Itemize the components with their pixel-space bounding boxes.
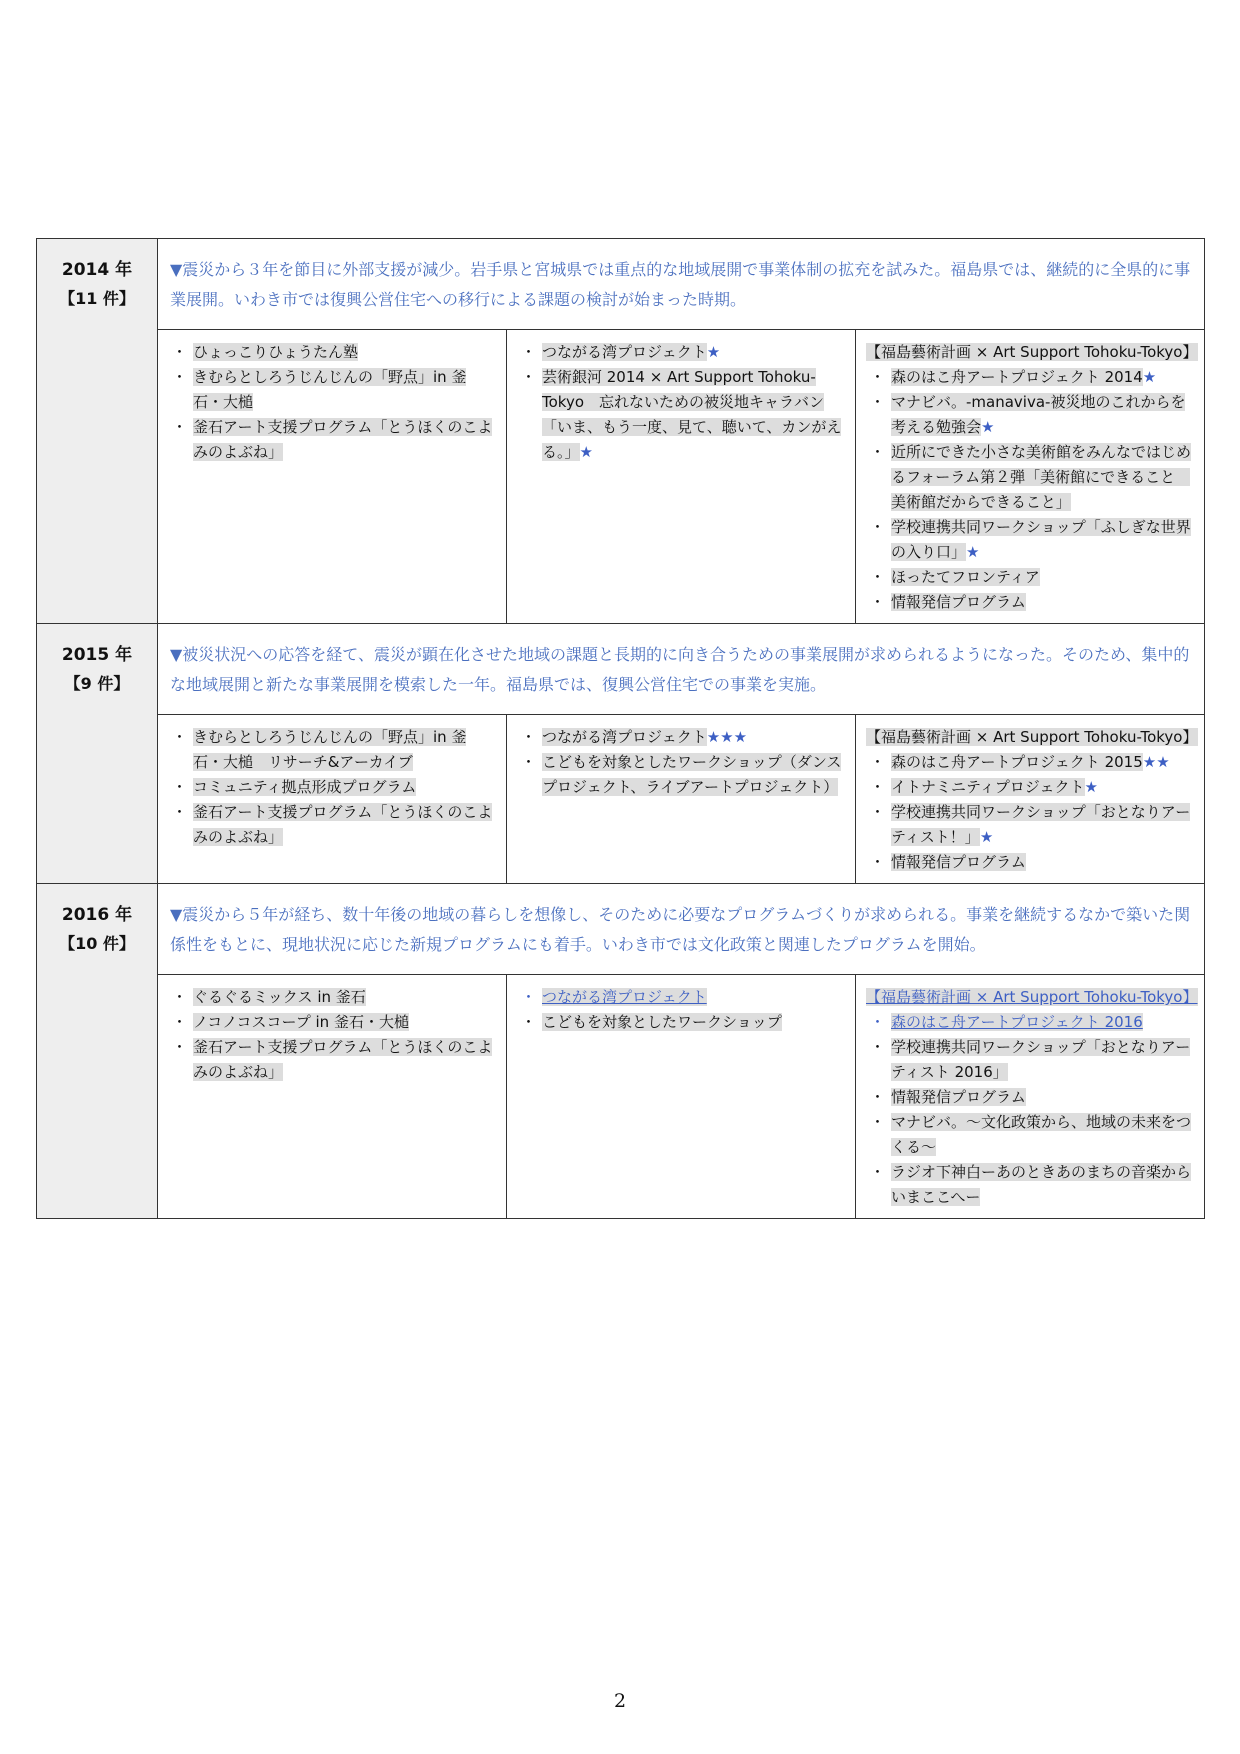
project-column-2 xyxy=(507,715,856,884)
project-column-1 xyxy=(158,330,507,624)
item-text: ぐるぐるミックス in 釜石 xyxy=(193,988,366,1006)
list-item xyxy=(866,850,1194,875)
list-item xyxy=(168,725,496,775)
list-item xyxy=(866,565,1194,590)
project-column-3 xyxy=(856,715,1205,884)
item-list xyxy=(517,985,845,1035)
item-text: つながる湾プロジェクト xyxy=(542,728,707,746)
year-count: 【11 件】 xyxy=(59,289,135,308)
year-summary-row xyxy=(37,624,1205,715)
project-column-1 xyxy=(158,975,507,1219)
item-text: ほったてフロンティア xyxy=(891,568,1040,586)
group-heading[interactable] xyxy=(866,985,1198,1010)
item-text: ひょっこりひょうたん塾 xyxy=(193,343,359,361)
summary-cell xyxy=(158,239,1205,330)
summary-text: ▼被災状況への応答を経て、震災が顕在化させた地域の課題と長期的に向き合うための事業展開が求められるようになった。そのため、集中的な地域展開と新たな事業展開を模索した一年。福島県では、復興公営住宅での事業を実施。 xyxy=(170,645,1190,694)
item-text: 釜石アート支援プログラム「とうほくのこよみのよぶね」 xyxy=(193,1038,493,1081)
item-list xyxy=(168,725,496,850)
year-projects-row xyxy=(37,330,1205,624)
list-item xyxy=(866,440,1194,515)
item-text: ノコノコスコープ in 釜石・大槌 xyxy=(193,1013,409,1031)
list-item[interactable] xyxy=(517,985,845,1010)
item-text: 学校連携共同ワークショップ「おとなりアーティスト！」 xyxy=(891,803,1191,846)
year-cell xyxy=(37,884,158,1219)
list-item xyxy=(517,365,845,465)
item-text: 学校連携共同ワークショップ「おとなりアーティスト 2016」 xyxy=(891,1038,1191,1081)
star-icon: ★ xyxy=(579,443,593,461)
project-column-2 xyxy=(507,330,856,624)
list-item xyxy=(517,725,845,750)
summary-cell xyxy=(158,624,1205,715)
year-projects-row xyxy=(37,715,1205,884)
summary-cell xyxy=(158,884,1205,975)
item-text: 芸術銀河 2014 × Art Support Tohoku-Tokyo 忘れないための被災地キャラバン「いま、もう一度、見て、聴いて、カンがえる。」 xyxy=(542,368,842,461)
star-icon: ★ xyxy=(1084,778,1098,796)
year-title: 2015 年 xyxy=(61,645,133,665)
star-icon: ★★★ xyxy=(706,728,748,746)
star-icon: ★ xyxy=(979,828,994,846)
group-heading xyxy=(866,340,1198,365)
item-list xyxy=(866,340,1198,615)
item-text: 釜石アート支援プログラム「とうほくのこよみのよぶね」 xyxy=(193,803,493,846)
list-item xyxy=(517,340,845,365)
item-list xyxy=(168,340,496,465)
list-item xyxy=(866,800,1194,850)
year-cell xyxy=(37,624,158,884)
list-item xyxy=(168,1035,496,1085)
item-text: 釜石アート支援プログラム「とうほくのこよみのよぶね」 xyxy=(193,418,493,461)
item-text: きむらとしろうじんじんの「野点」in 釜石・大槌 xyxy=(193,368,467,411)
chronology-table xyxy=(36,238,1205,1219)
year-summary-row xyxy=(37,239,1205,330)
item-text: 森のはこ舟アートプロジェクト 2015 xyxy=(891,753,1143,771)
summary-text: ▼震災から３年を節目に外部支援が減少。岩手県と宮城県では重点的な地域展開で事業体制の拡充を試みた。福島県では、継続的に全県的に事業展開。いわき市では復興公営住宅への移行による課題の検討が始まった時期。 xyxy=(170,260,1191,309)
item-list xyxy=(866,985,1198,1210)
item-text: マナビバ。〜文化政策から、地域の未来をつくる〜 xyxy=(891,1113,1192,1156)
list-item xyxy=(866,365,1194,390)
summary-text: ▼震災から５年が経ち、数十年後の地域の暮らしを想像し、そのために必要なプログラムづくりが求められる。事業を継続するなかで築いた関係性をもとに、現地状況に応じた新規プログラムにも着手。いわき市では文化政策と関連したプログラムを開始。 xyxy=(170,905,1191,954)
year-cell xyxy=(37,239,158,624)
year-summary-row xyxy=(37,884,1205,975)
list-item xyxy=(866,750,1194,775)
item-text: 近所にできた小さな美術館をみんなではじめるフォーラム第２弾「美術館にできること 美術館だからできること」 xyxy=(891,443,1192,511)
item-text: こどもを対象としたワークショップ xyxy=(542,1013,782,1031)
group-heading-text: 【福島藝術計画 × Art Support Tohoku-Tokyo】 xyxy=(866,343,1198,361)
list-item xyxy=(168,775,496,800)
item-text: 学校連携共同ワークショップ「ふしぎな世界の入り口」 xyxy=(891,518,1191,561)
item-list xyxy=(517,340,845,465)
item-text: イトナミニティプロジェクト xyxy=(891,778,1085,796)
list-item xyxy=(866,515,1194,565)
item-list xyxy=(168,985,496,1085)
list-item xyxy=(168,800,496,850)
list-item xyxy=(517,750,845,800)
group-heading xyxy=(866,725,1198,750)
item-text: マナビバ。-manaviva-被災地のこれからを考える勉強会 xyxy=(891,393,1186,436)
list-item xyxy=(168,340,496,365)
list-item xyxy=(866,1110,1194,1160)
list-item xyxy=(168,415,496,465)
item-list xyxy=(866,725,1198,875)
list-item xyxy=(517,1010,845,1035)
list-item[interactable] xyxy=(866,1010,1194,1035)
star-icon: ★ xyxy=(706,343,721,361)
star-icon: ★ xyxy=(1142,368,1157,386)
list-item xyxy=(168,365,496,415)
year-projects-row xyxy=(37,975,1205,1219)
star-icon: ★★ xyxy=(1142,753,1170,771)
item-link[interactable]: 森のはこ舟アートプロジェクト 2016 xyxy=(891,1013,1143,1031)
item-text: 情報発信プログラム xyxy=(891,1088,1026,1106)
year-count: 【9 件】 xyxy=(64,674,130,693)
year-title: 2014 年 xyxy=(61,260,133,280)
item-text: つながる湾プロジェクト xyxy=(542,343,707,361)
group-heading-text: 【福島藝術計画 × Art Support Tohoku-Tokyo】 xyxy=(866,728,1198,746)
star-icon: ★ xyxy=(966,543,980,561)
list-item xyxy=(866,775,1194,800)
project-column-3 xyxy=(856,975,1205,1219)
item-text: ラジオ下神白ーあのときあのまちの音楽からいまここへー xyxy=(891,1163,1192,1206)
page-number: 2 xyxy=(613,1690,627,1712)
item-text: 情報発信プログラム xyxy=(891,593,1026,611)
item-text: こどもを対象としたワークショップ（ダンスプロジェクト、ライブアートプロジェクト） xyxy=(542,753,842,796)
list-item xyxy=(866,1035,1194,1085)
item-text: きむらとしろうじんじんの「野点」in 釜石・大槌 リサーチ&アーカイブ xyxy=(193,728,467,771)
item-text: コミュニティ拠点形成プログラム xyxy=(193,778,417,796)
group-heading-text[interactable]: 【福島藝術計画 × Art Support Tohoku-Tokyo】 xyxy=(866,988,1198,1006)
item-link[interactable]: つながる湾プロジェクト xyxy=(542,988,707,1006)
project-column-1 xyxy=(158,715,507,884)
project-column-2 xyxy=(507,975,856,1219)
list-item xyxy=(866,590,1194,615)
year-title: 2016 年 xyxy=(61,905,133,925)
item-text: 森のはこ舟アートプロジェクト 2014 xyxy=(891,368,1143,386)
year-count: 【10 件】 xyxy=(59,934,135,953)
list-item xyxy=(866,1160,1194,1210)
list-item xyxy=(866,390,1194,440)
list-item xyxy=(168,985,496,1010)
item-text: 情報発信プログラム xyxy=(891,853,1026,871)
item-list xyxy=(517,725,845,800)
list-item xyxy=(866,1085,1194,1110)
star-icon: ★ xyxy=(981,418,995,436)
list-item xyxy=(168,1010,496,1035)
project-column-3 xyxy=(856,330,1205,624)
